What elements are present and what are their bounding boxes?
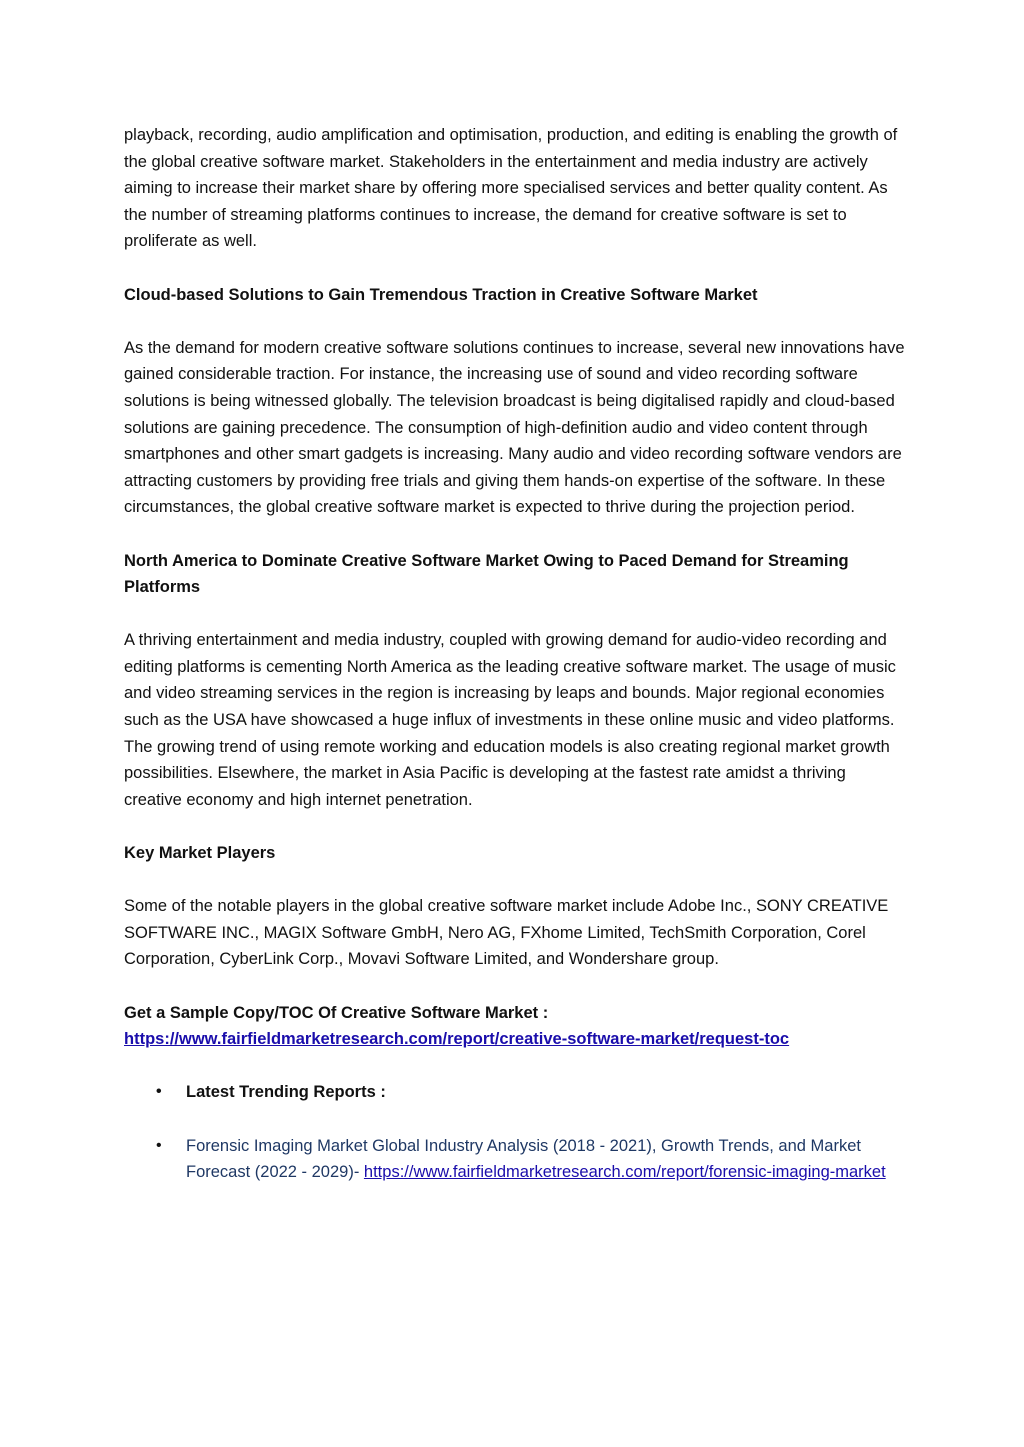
key-players-paragraph: Some of the notable players in the global creative software market include Adobe Inc., SONY CREATIVE SOFTWARE INC., MAGIX Software GmbH, Nero AG, FXhome Limited, TechSmith Corporation, Corel Corporation, CyberLink Corp., Movavi Software Limited, and Wondershare group. [124,897,889,969]
intro-paragraph: playback, recording, audio amplification and optimisation, production, and editing is enabling the growth of the global creative software market. Stakeholders in the entertainment and media industry are actively aiming to increase their market share by offering more specialised services and better quality content. As the number of streaming platforms continues to increase, the demand for creative software is set to proliferate as well. [124,126,898,251]
list-item [124,1079,908,1106]
sample-copy-label: Get a Sample Copy/TOC Of Creative Software Market : [124,1003,549,1022]
report-link[interactable]: https://www.fairfieldmarketresearch.com/report/forensic-imaging-market [363,1163,886,1182]
report-title: Forensic Imaging Market Global Industry Analysis (2018 - 2021), Growth Trends, and Market Forecast (2022 - 2029)- [186,1136,861,1182]
bullet-icon: • [156,1083,162,1101]
sample-copy-link[interactable]: https://www.fairfieldmarketresearch.com/report/creative-software-market/request-toc [124,1030,790,1049]
bullet-icon: • [156,1136,162,1154]
north-america-heading: North America to Dominate Creative Software Market Owing to Paced Demand for Streaming Platforms [124,551,849,597]
sample-copy-block [124,1000,908,1053]
document-page [124,122,908,1212]
cloud-solutions-paragraph: As the demand for modern creative software solutions continues to increase, several new innovations have gained considerable traction. For instance, the increasing use of sound and video recording software solutions is being witnessed globally. The television broadcast is being digitalised rapidly and cloud-based solutions are gaining precedence. The consumption of high-definition audio and video content through smartphones and other smart gadgets is increasing. Many audio and video recording software vendors are attracting customers by providing free trials and giving them hands-on expertise of the software. In these circumstances, the global creative software market is expected to thrive during the projection period. [124,338,905,517]
north-america-paragraph: A thriving entertainment and media industry, coupled with growing demand for audio-video recording and editing platforms is cementing North America as the leading creative software market. The usage of music and video streaming services in the region is increasing by leaps and bounds. Major regional economies such as the USA have showcased a huge influx of investments in these online music and video platforms. The growing trend of using remote working and education models is also creating regional market growth possibilities. Elsewhere, the market in Asia Pacific is developing at the fastest rate amidst a thriving creative economy and high internet penetration. [124,631,896,809]
trending-reports-heading: Latest Trending Reports : [186,1083,386,1102]
cloud-solutions-heading: Cloud-based Solutions to Gain Tremendous Traction in Creative Software Market [124,285,758,304]
trending-reports-list [124,1079,908,1185]
key-players-heading: Key Market Players [124,844,276,863]
list-item [124,1133,908,1186]
